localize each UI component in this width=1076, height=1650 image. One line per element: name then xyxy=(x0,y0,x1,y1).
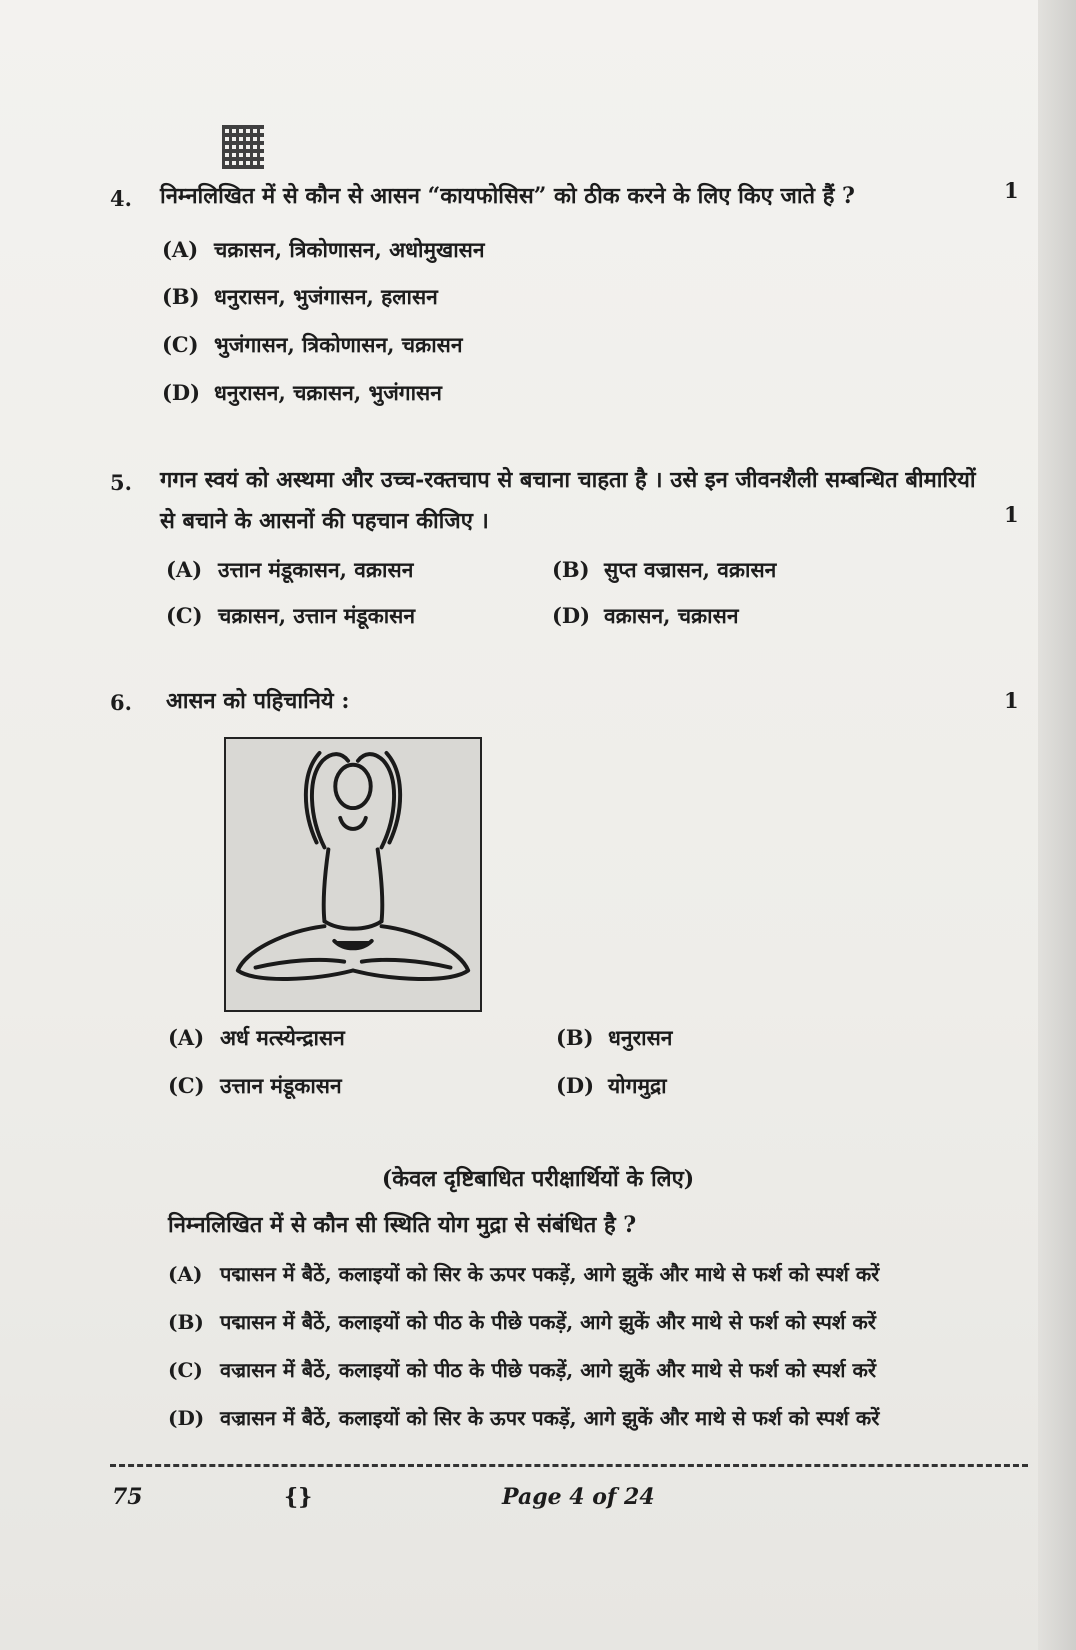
footer-code: 75 xyxy=(112,1484,143,1510)
question-4-text: निम्नलिखित में से कौन से आसन “कायफोसिस” को ठीक करने के लिए किए जाते हैं ? xyxy=(160,183,855,209)
vi-option-a: (A) पद्मासन में बैठें, कलाइयों को सिर के ऊपर पकड़ें, आगे झुकें और माथे से फर्श को स्पर्श करें xyxy=(168,1262,880,1286)
vi-option-c: (C) वज्रासन में बैठें, कलाइयों को पीठ के पीछे पकड़ें, आगे झुकें और माथे से फर्श को स्पर्श करें xyxy=(168,1358,876,1382)
q4-option-a: (A) चक्रासन, त्रिकोणासन, अधोमुखासन xyxy=(162,237,485,262)
page-edge xyxy=(1038,0,1076,1650)
footer-page-number: Page 4 of 24 xyxy=(502,1484,655,1510)
footer-divider xyxy=(110,1464,1028,1467)
q5-option-a: (A) उत्तान मंडूकासन, वक्रासन xyxy=(166,557,414,582)
vi-option-d: (D) वज्रासन में बैठें, कलाइयों को सिर के ऊपर पकड़ें, आगे झुकें और माथे से फर्श को स्पर्श करें xyxy=(168,1406,880,1430)
q5-option-c: (C) चक्रासन, उत्तान मंडूकासन xyxy=(166,603,416,628)
question-6-marks: 1 xyxy=(1004,688,1019,713)
q5-option-d: (D) वक्रासन, चक्रासन xyxy=(552,603,739,628)
vi-section-heading: (केवल दृष्टिबाधित परीक्षार्थियों के लिए) xyxy=(381,1166,695,1192)
q6-option-d: (D) योगमुद्रा xyxy=(556,1073,667,1098)
qr-code-icon xyxy=(222,125,264,169)
q6-option-b: (B) धनुरासन xyxy=(556,1025,673,1050)
question-6-number: 6. xyxy=(110,690,132,715)
vi-question-text: निम्नलिखित में से कौन सी स्थिति योग मुद्रा से संबंधित है ? xyxy=(168,1212,637,1238)
question-6-text: आसन को पहिचानिये : xyxy=(166,688,350,714)
question-4-number: 4. xyxy=(110,186,132,211)
question-5-text-line2: से बचाने के आसनों की पहचान कीजिए । xyxy=(160,508,489,534)
vi-option-b: (B) पद्मासन में बैठें, कलाइयों को पीठ के पीछे पकड़ें, आगे झुकें और माथे से फर्श को स्पर्श करें xyxy=(168,1310,876,1334)
question-5-number: 5. xyxy=(110,470,132,495)
question-4-marks: 1 xyxy=(1004,178,1019,203)
question-5-text-line1: गगन स्वयं को अस्थमा और उच्च-रक्तचाप से बचाना चाहता है । उसे इन जीवनशैली सम्बन्धित बीमारियों xyxy=(160,467,976,493)
q4-option-b: (B) धनुरासन, भुजंगासन, हलासन xyxy=(162,284,438,309)
q4-option-d: (D) धनुरासन, चक्रासन, भुजंगासन xyxy=(162,380,442,405)
seated-pose-illustration xyxy=(226,739,480,1010)
question-5-marks: 1 xyxy=(1004,502,1019,527)
q4-option-c: (C) भुजंगासन, त्रिकोणासन, चक्रासन xyxy=(162,332,463,357)
q6-option-a: (A) अर्ध मत्स्येन्द्रासन xyxy=(168,1025,345,1050)
q5-option-b: (B) सुप्त वज्रासन, वक्रासन xyxy=(552,557,777,582)
footer-braces: {} xyxy=(284,1484,313,1510)
yoga-pose-figure xyxy=(224,737,482,1012)
q6-option-c: (C) उत्तान मंडूकासन xyxy=(168,1073,342,1098)
